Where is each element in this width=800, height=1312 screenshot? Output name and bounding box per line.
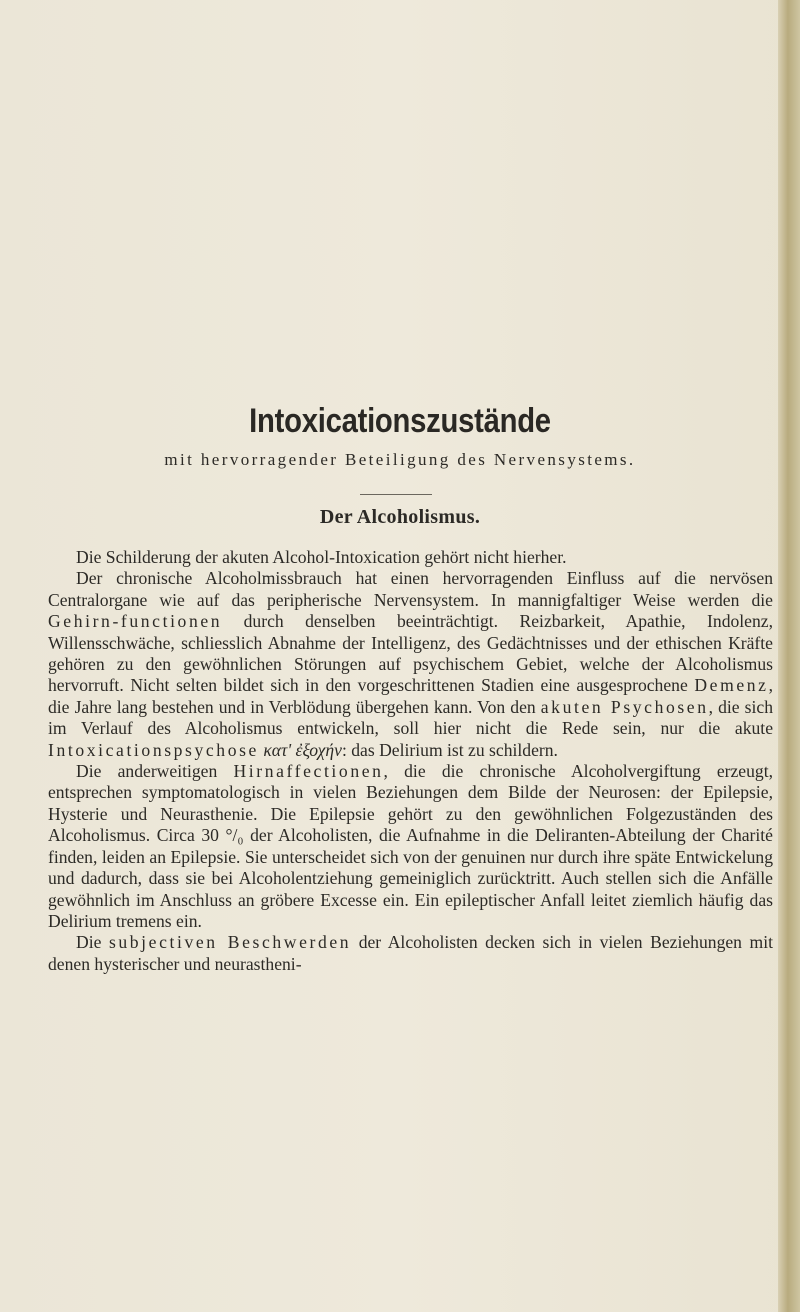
text-run: durch denselben beeinträchtigt. Reizbarkeit, Apathie, Indolenz, Willensschwäche, schliesslich Abnahme der Intelligenz, des Gedächtnisses und der ethischen Kräfte gehören zu den gewöhnlichen Störungen auf psychischem Gebiet, welche der Alcoholismus hervorruft. Nicht selten bildet sich in den vorgeschrittenen Stadien eine ausgesprochene	[48, 611, 773, 696]
chapter-subtitle: mit hervorragender Beteiligung des Nervensystems.	[164, 450, 636, 469]
text-run: , die sich im Verlauf des Alcoholismus entwickeln, soll hier nicht die Rede sein, nur die akute	[48, 696, 774, 739]
text-run: : das Delirium ist zu schildern.	[341, 739, 558, 760]
section-heading: Der Alcoholismus.	[319, 506, 481, 528]
spaced-term: Gehirn-functionen	[48, 611, 223, 632]
spaced-term: Hirnaffectionen	[233, 761, 384, 782]
text-run: Die anderweitigen	[76, 761, 234, 782]
text-run: Der chronische Alcoholmissbrauch hat einen hervorragenden Einfluss auf die nervösen Centralorgane wie auf das peripherische Nervensystem. In mannigfaltiger Weise werden die	[48, 568, 773, 610]
text-run: , die Jahre lang bestehen und in Verblödung übergehen kann. Von den	[48, 675, 773, 717]
paragraph	[48, 932, 773, 975]
paragraph	[48, 568, 773, 761]
page-edge	[778, 0, 800, 1312]
greek-phrase: κατ' ἐξοχήν	[258, 739, 342, 760]
spaced-term: Intoxicationspsychose	[48, 739, 259, 760]
spaced-term: Demenz	[694, 675, 769, 696]
spaced-term: akuten Psychosen	[540, 696, 709, 717]
paragraph-text: Die Schilderung der akuten Alcohol-Intoxication gehört nicht hierher.	[76, 547, 567, 567]
paragraph	[48, 761, 773, 932]
text-run: Die	[76, 932, 109, 953]
spaced-term: subjectiven Beschwerden	[108, 932, 352, 953]
text-run: der Alcoholisten decken sich in vielen Beziehungen mit denen hysterischer und neurastheni-	[48, 932, 773, 974]
divider-rule	[360, 494, 432, 495]
chapter-title: Intoxicationszustände	[249, 402, 551, 440]
text-run: , die die chronische Alcoholvergiftung erzeugt, entsprechen symptomatologisch in vielen Beziehungen dem Bilde der Neurosen: der Epilepsie, Hysterie und Neurasthenie. Die Epilepsie gehört zu den gewöhnlichen Folgezuständen des Alcoholismus. Circa 30 °/₀ der Alcoholisten, die Aufnahme in die Deliranten-Abteilung der Charité finden, leiden an Epilepsie. Sie unterscheidet sich von der genuinen nur durch ihre späte Entwickelung und dadurch, dass sie bei Alcoholentziehung gemeiniglich zurücktritt. Auch stellen sich die Anfälle gewöhnlich im Anschluss an gröbere Excesse ein. Ein epileptischer Anfall leitet ziemlich häufig das Delirium tremens ein.	[48, 761, 773, 931]
paragraph	[48, 547, 773, 568]
body-text	[48, 547, 773, 975]
